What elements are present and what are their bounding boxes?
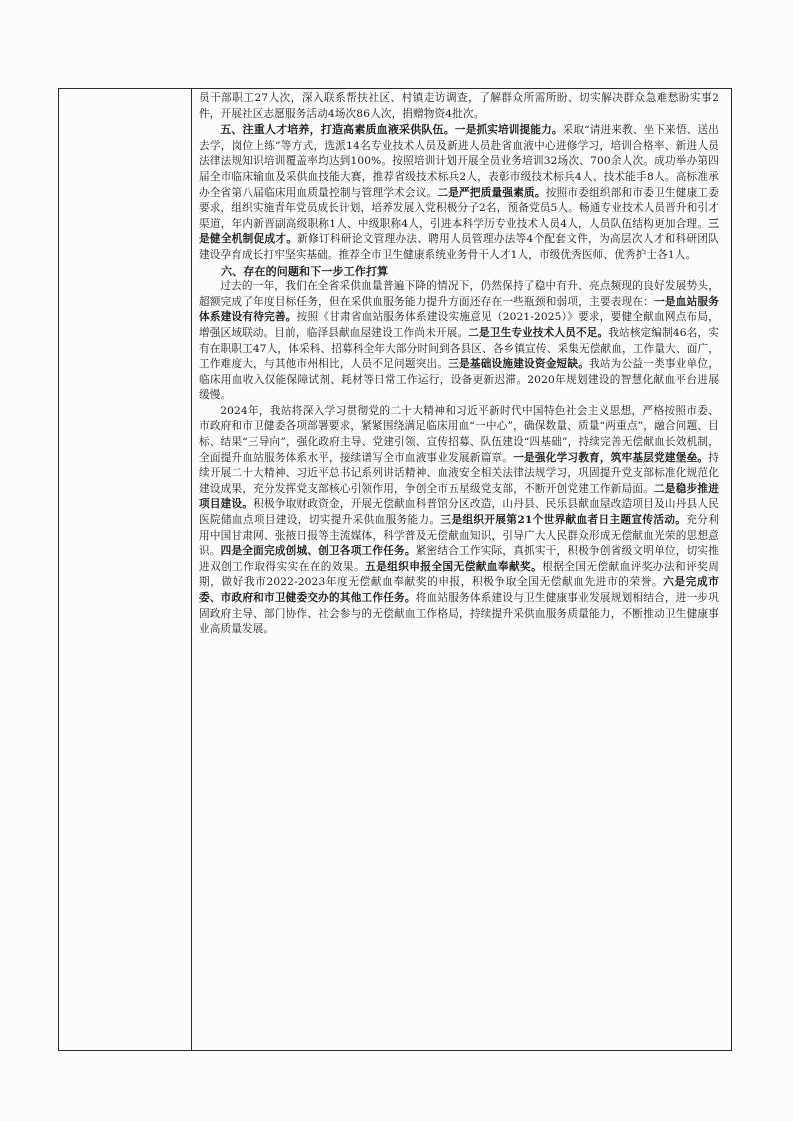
problem-funding: 三是基础设施建设资金短缺。 (448, 358, 590, 371)
label-column (59, 89, 192, 1050)
point-mechanism: 三是健全机制促成才。 (199, 217, 719, 246)
section-five-heading: 五、注重人才培养，打造高素质血液采供队伍。 (220, 123, 455, 137)
content-cell (199, 91, 719, 638)
paragraph-volunteer-service: 员干部职工27人次，深入联系帮扶社区、村镇走访调查，了解群众所需所盼、切实解决群众急难愁盼实事2件，开展社区志愿服务活动4场次86人次，捐赠物资4批次。 (199, 92, 719, 120)
point-quality: 二是严把质量强素质。 (437, 186, 546, 199)
paragraph-problems: 过去的一年，我们在全省采供血量普遍下降的情况下，仍然保持了稳中有升、亮点频现的良好发展势头，超额完成了年度目标任务，但在采供血服务能力提升方面还存在一些瓶颈和弱项，主要表现在：一是血站服务体系建设有待完善。按照《甘肃省血站服务体系建设实施意见（2021-2025）》要求，要健全献血网点布局，增强区域联动。目前，临泽县献血屋建设工作尚未开展。二是卫生专业技术人员不足。我站核定编制46名，实有在职职工47人，体采科、招募科全年大部分时间到各县区、各乡镇宣传、采集无偿献血，工作量大、面广，工作难度大，与其他市州相比，人员不足问题突出。三是基础设施建设资金短缺。我站为公益一类事业单位，临床用血收入仅能保障试剂、耗材等日常工作运行，设备更新迟滞。2020年规划建设的智慧化献血平台进展缓慢。 (199, 280, 719, 402)
section-six-heading: 六、存在的问题和下一步工作打算 (221, 264, 389, 278)
plan-award: 五是组织申报全国无偿献血奉献奖。 (365, 560, 543, 573)
section-five: 五、注重人才培养，打造高素质血液采供队伍。一是抓实培训提能力。采取“请进来教、坐下来悟、送出去学，岗位上练”等方式，选派14名专业技术人员及新进人员赴省血液中心进修学习，培训合格率、新进人员法律法规知识培训覆盖率均达到100%。按照培训计划开展全员业务培训32场次、700余人次。成功举办第四届全市临床输血及采供血技能大赛，推荐省级技术标兵2人，表彰市级技术标兵4人、技术能手8人。高标准承办全省第八届临床用血质量控制与管理学术会议。二是严把质量强素质。按照市委组织部和市委卫生健康工委要求，组织实施青年党员成长计划，培养发展入党积极分子2名，预备党员5人。畅通专业技术人员晋升和引才渠道，年内新晋副高级职称1人、中级职称4人，引进本科学历专业技术人员4人，人员队伍结构更加合理。三是健全机制促成才。新修订科研论文管理办法、聘用人员管理办法等4个配套文件，为高层次人才和科研团队建设孕育成长打牢坚实基础。推荐全市卫生健康系统业务骨干人才1人，市级优秀医师、优秀护士各1人。 (199, 123, 720, 261)
plan-donor-day: 三是组织开展第21个世界献血者日主题宣传活动。 (440, 514, 687, 527)
plan-projects: 二是稳步推进项目建设。 (199, 482, 719, 511)
plan-party-building: 一是强化学习教育，筑牢基层党建堡垒。 (513, 451, 709, 464)
report-table (58, 88, 732, 1051)
problem-staff-shortage: 二是卫生专业技术人员不足。 (468, 326, 609, 339)
point-training: 一是抓实培训提能力。 (454, 124, 563, 137)
plan-civilization: 四是全面完成创城、创卫各项工作任务。 (220, 545, 416, 558)
problem-service-system: 一是血站服务体系建设有待完善。 (199, 295, 719, 324)
paragraph-plan-2024: 2024年，我站将深入学习贯彻党的二十大精神和习近平新时代中国特色社会主义思想，严格按照市委、市政府和市卫健委各项部署要求，紧紧围绕满足临床用血“一中心”，确保数量、质量“两重点”，融合问题、目标、结果“三导向”，强化政府主导、党建引领、宣传招募、队伍建设“四基础”，持续完善无偿献血长效机制，全面提升血站服务体系水平，接续谱写全市血液事业发展新篇章。一是强化学习教育，筑牢基层党建堡垒。持续开展二十大精神、习近平总书记系列讲话精神、血液安全相关法律法规学习，巩固提升党支部标准化规范化建设成果，充分发挥党支部核心引领作用，争创全市五星级党支部，不断开创党建工作新局面。二是稳步推进项目建设。积极争取财政资金，开展无偿献血科普馆分区改造，山丹县、民乐县献血屋改造项目及山丹县人民医院储血点项目建设，切实提升采供血服务能力。三是组织开展第21个世界献血者日主题宣传活动。充分利用中国甘肃网、张掖日报等主流媒体，科学普及无偿献血知识，引导广大人民群众形成无偿献血光荣的思想意识。四是全面完成创城、创卫各项工作任务。紧密结合工作实际，真抓实干，积极争创省级文明单位，切实推进双创工作取得实实在在的效果。五是组织申报全国无偿献血奉献奖。根据全国无偿献血评奖办法和评奖周期，做好我市2022-2023年度无偿献血奉献奖的申报，积极争取全国无偿献血先进市的荣誉。六是完成市委、市政府和市卫健委交办的其他工作任务。将血站服务体系建设与卫生健康事业发展规划相结合，进一步巩固政府主导、部门协作、社会参与的无偿献血工作格局，持续提升采供血服务质量能力，不断推动卫生健康事业高质量发展。 (199, 404, 720, 636)
plan-other-tasks: 六是完成市委、市政府和市卫健委交办的其他工作任务。 (199, 576, 719, 604)
